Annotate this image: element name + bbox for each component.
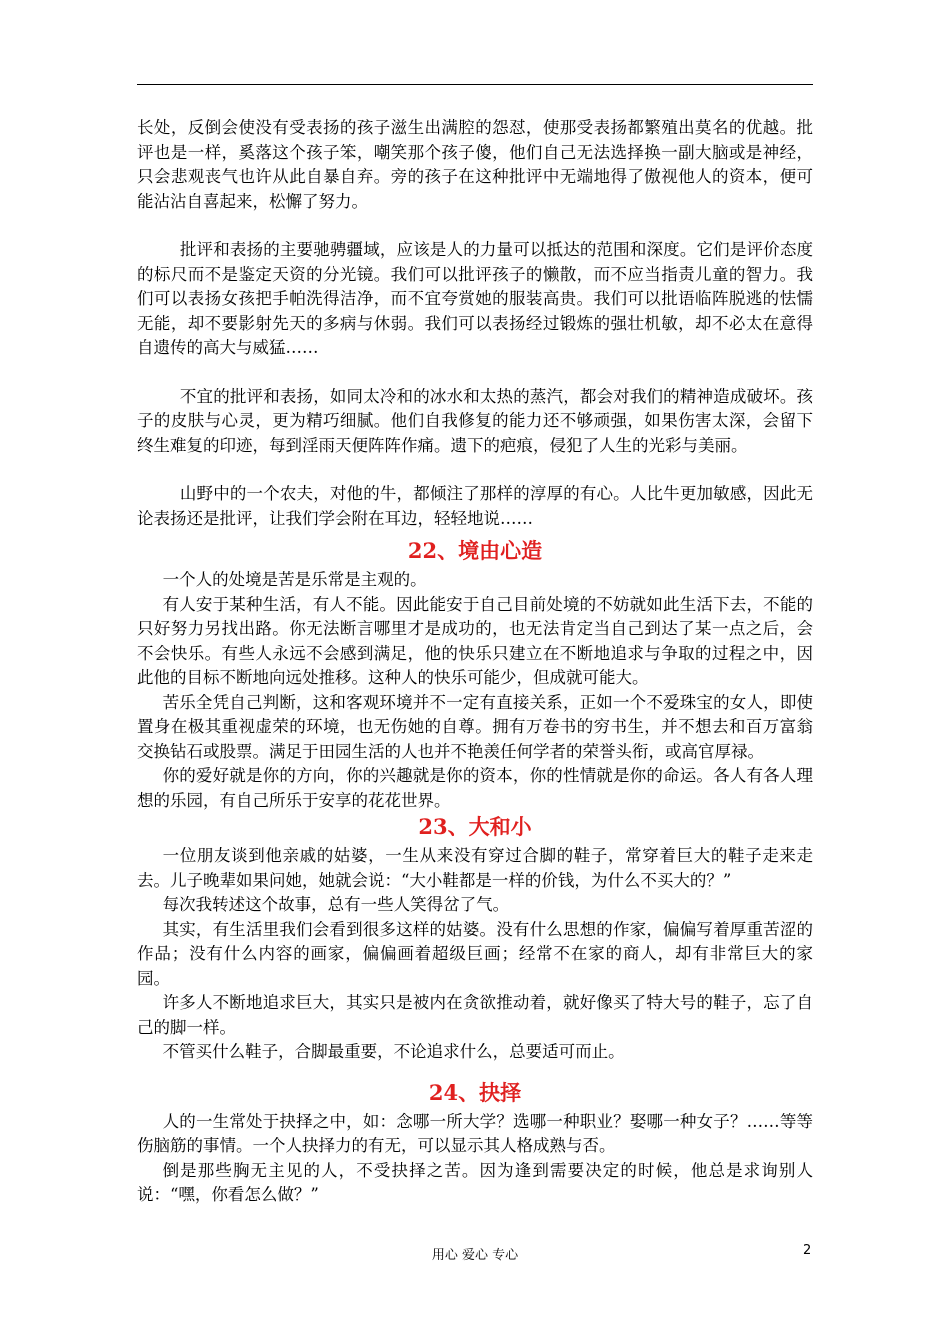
page-content [137,116,813,1208]
paragraph: 人的一生常处于抉择之中，如：念哪一所大学？选哪一种职业？娶哪一种女子？……等等伤脑筋的事情。一个人抉择力的有无，可以显示其人格成熟与否。 [137,1111,813,1155]
paragraph: 一位朋友谈到他亲戚的姑婆，一生从来没有穿过合脚的鞋子，常穿着巨大的鞋子走来走去。儿子晚辈如果问她，她就会说：“大小鞋都是一样的价钱，为什么不买大的？” [137,846,813,890]
page-number: 2 [803,1243,812,1258]
section-heading-23: 23、大和小 [418,814,532,839]
section-heading-24: 24、抉择 [428,1079,522,1105]
paragraph: 不宜的批评和表扬，如同太冷和的冰水和太热的蒸汽，都会对我们的精神造成破坏。孩子的皮肤与心灵，更为精巧细腻。他们自我修复的能力还不够顽强，如果伤害太深，会留下终生难复的印迹，每到淫雨天便阵阵作痛。遗下的疤痕，侵犯了人生的光彩与美丽。 [137,386,813,455]
page-footer: 用心 爱心 专心 [431,1248,519,1263]
section-heading-22: 22、境由心造 [407,538,543,563]
paragraph: 每次我转述这个故事，总有一些人笑得岔了气。 [162,895,510,914]
paragraph: 批评和表扬的主要驰骋疆域，应该是人的力量可以抵达的范围和深度。它们是评价态度的标尺而不是鉴定天资的分光镜。我们可以批评孩子的懒散，而不应当指责儿童的智力。我们可以表扬女孩把手帕洗得洁净，而不宜夸赏她的服装高贵。我们可以批语临阵脱逃的怯懦无能，却不要影射先天的多病与休弱。我们可以表扬经过锻炼的强壮机敏，却不必太在意得自遗传的高大与威猛…… [137,240,813,357]
paragraph: 有人安于某种生活，有人不能。因此能安于自己目前处境的不妨就如此生活下去，不能的只好努力另找出路。你无法断言哪里才是成功的，也无法肯定当自己到达了某一点之后，会不会快乐。有些人永远不会感到满足，他的快乐只建立在不断地追求与争取的过程之中，因此他的目标不断地向远处推移。这种人的快乐可能少，但成就可能大。 [137,594,813,687]
header-rule [137,84,813,85]
paragraph: 倒是那些胸无主见的人，不受抉择之苦。因为逢到需要决定的时候，他总是求询别人说：“嘿，你看怎么做？” [137,1160,813,1204]
paragraph: 许多人不断地追求巨大，其实只是被内在贪欲推动着，就好像买了特大号的鞋子，忘了自己的脚一样。 [137,993,813,1037]
paragraph: 你的爱好就是你的方向，你的兴趣就是你的资本，你的性情就是你的命运。各人有各人理想的乐园，有自己所乐于安享的花花世界。 [137,766,813,810]
paragraph: 山野中的一个农夫，对他的牛，都倾注了那样的淳厚的有心。人比牛更加敏感，因此无论表扬还是批评，让我们学会附在耳边，轻轻地说…… [137,484,813,528]
paragraph: 不管买什么鞋子，合脚最重要，不论追求什么，总要适可而止。 [162,1042,625,1061]
paragraph: 一个人的处境是苦是乐常是主观的。 [162,570,427,589]
paragraph: 苦乐全凭自己判断，这和客观环境并不一定有直接关系，正如一个不爱珠宝的女人，即使置身在极其重视虚荣的环境，也无伤她的自尊。拥有万卷书的穷书生，并不想去和百万富翁交换钻石或股票。满足于田园生活的人也并不艳羡任何学者的荣誉头衔，或高官厚禄。 [137,692,813,761]
paragraph: 长处，反倒会使没有受表扬的孩子滋生出满腔的怨怼，使那受表扬都繁殖出莫名的优越。批评也是一样，奚落这个孩子笨，嘲笑那个孩子傻，他们自己无法选择换一副大脑或是神经，只会悲观丧气也许从此自暴自弃。旁的孩子在这种批评中无端地得了傲视他人的资本，便可能沾沾自喜起来，松懈了努力。 [137,118,813,211]
paragraph: 其实，有生活里我们会看到很多这样的姑婆。没有什么思想的作家，偏偏写着厚重苦涩的作品；没有什么内容的画家，偏偏画着超级巨画；经常不在家的商人，却有非常巨大的家园。 [137,919,813,988]
